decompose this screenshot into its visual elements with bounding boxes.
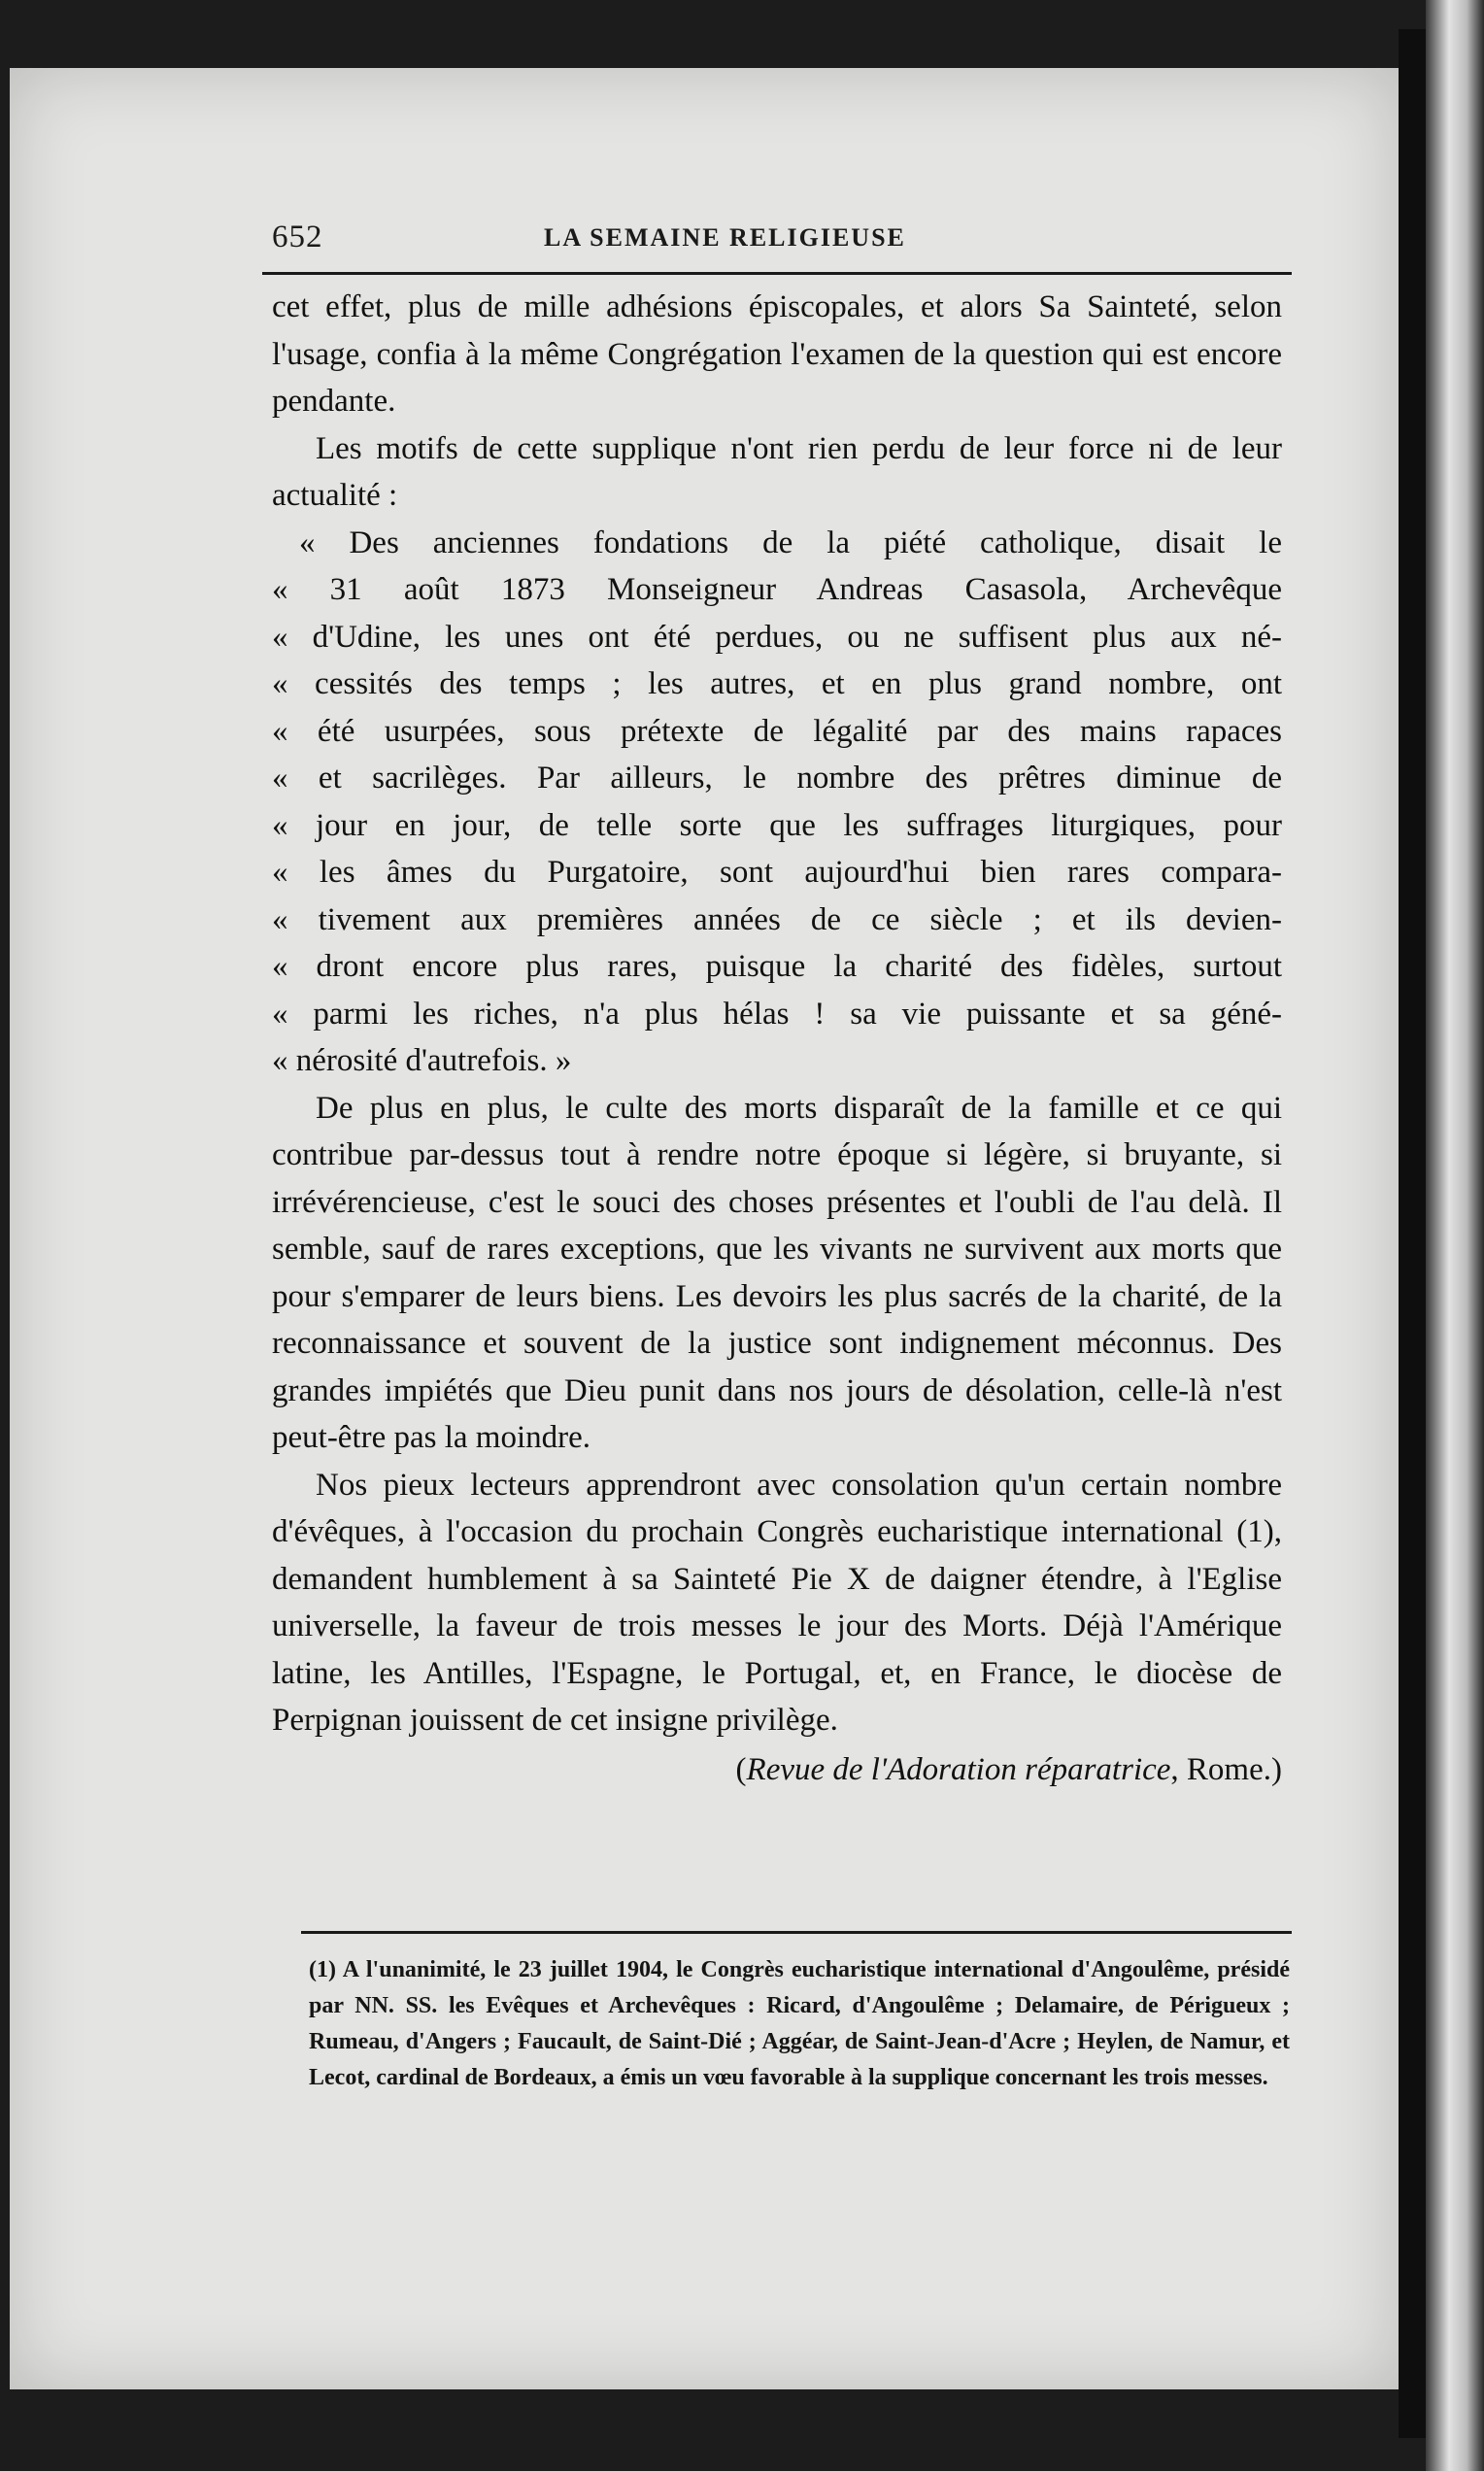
footnote-text: (1) A l'unanimité, le 23 juillet 1904, le Congrès eucharistique international d'Angoulême, présidé par NN. SS. les Evêques et Archevêques : Ricard, d'Angoulême ; Delamaire, de Périgueux ; Rumeau, d'Angers ; Faucault, de Saint-Dié ; Aggéar, de Saint-Jean-d'Acre ; Heylen, de Namur, et Lecot, cardinal de Bordeaux, a émis un vœu favorable à la supplique concernant les trois messes. bbox=[309, 1957, 1290, 2090]
quote-line: « été usurpées, sous prétexte de légalité par des mains rapaces bbox=[272, 713, 1282, 749]
quote-line: « les âmes du Purgatoire, sont aujourd'hui bien rares compara- bbox=[272, 855, 1282, 890]
quote-line: « nérosité d'autrefois. » bbox=[272, 1043, 572, 1078]
footnote bbox=[309, 1952, 1290, 2096]
attribution-title: Revue de l'Adoration réparatrice bbox=[746, 1751, 1171, 1787]
running-head: LA SEMAINE RELIGIEUSE bbox=[544, 223, 906, 252]
paragraph-intro-quote: Les motifs de cette supplique n'ont rien perdu de leur force ni de leur actualité : bbox=[272, 430, 1282, 513]
paragraph-congres: Nos pieux lecteurs apprendront avec consolation qu'un certain nombre d'évêques, à l'occasion du prochain Congrès eucharistique international (1), demandent humblement à sa Sainteté Pie X de daigner étendre, à l'Eglise universelle, la faveur de trois messes le jour des Morts. Déjà l'Amérique latine, les Antilles, l'Espagne, le Portugal, et, en France, le diocèse de Perpignan jouissent de cet insigne privilège. bbox=[272, 1467, 1282, 1738]
source-attribution bbox=[272, 1744, 1282, 1795]
scan-gutter bbox=[1399, 29, 1428, 2438]
paragraph-culte-des-morts: De plus en plus, le culte des morts disparaît de la famille et ce qui contribue par-dessus tout à rendre notre époque si légère, si bruyante, si irrévérencieuse, c'est le souci des choses présentes et l'oubli de l'au delà. Il semble, sauf de rares exceptions, que les vivants ne survivent aux morts que pour s'emparer de leurs biens. Les devoirs les plus sacrés de la charité, de la reconnaissance et souvent de la justice sont indignement méconnus. Des grandes impiétés que Dieu punit dans nos jours de désolation, celle-là n'est peut-être pas la moindre. bbox=[272, 1090, 1282, 1455]
quote-line: « dront encore plus rares, puisque la charité des fidèles, surtout bbox=[272, 949, 1282, 984]
quote-line: « cessités des temps ; les autres, et en plus grand nombre, ont bbox=[272, 666, 1282, 701]
attribution-open: ( bbox=[735, 1751, 747, 1787]
quote-line: « 31 août 1873 Monseigneur Andreas Casasola, Archevêque bbox=[272, 572, 1282, 607]
quote-line: « tivement aux premières années de ce siècle ; et ils devien- bbox=[272, 901, 1282, 937]
attribution-rest: , Rome.) bbox=[1170, 1751, 1282, 1787]
footnote-rule bbox=[301, 1931, 1292, 1934]
quotation bbox=[272, 520, 1282, 1085]
paragraph-continuation: cet effet, plus de mille adhésions épiscopales, et alors Sa Sainteté, selon l'usage, confia à la même Congrégation l'examen de la question qui est encore pendante. bbox=[272, 289, 1282, 419]
quote-line: « Des anciennes fondations de la piété catholique, disait le bbox=[299, 525, 1282, 560]
quote-line: « d'Udine, les unes ont été perdues, ou ne suffisent plus aux né- bbox=[272, 619, 1282, 655]
quote-line: « jour en jour, de telle sorte que les suffrages liturgiques, pour bbox=[272, 807, 1282, 843]
adjacent-page-edge bbox=[1426, 0, 1484, 2471]
page-number: 652 bbox=[272, 220, 323, 254]
page-header bbox=[262, 214, 1292, 275]
body-text bbox=[272, 284, 1282, 1795]
quote-line: « parmi les riches, n'a plus hélas ! sa vie puissante et sa géné- bbox=[272, 996, 1282, 1032]
quote-line: « et sacrilèges. Par ailleurs, le nombre des prêtres diminue de bbox=[272, 761, 1282, 795]
